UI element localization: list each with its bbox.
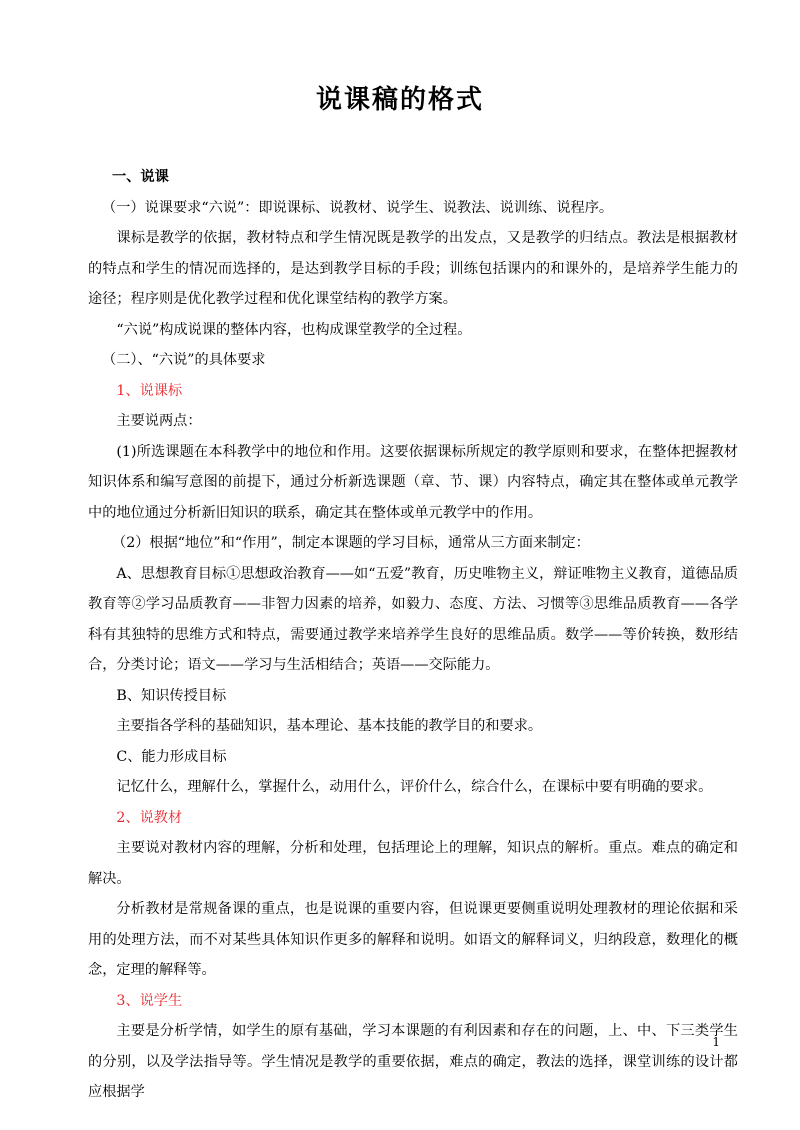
heading-shuo-kebiao: 1、说课标	[116, 382, 183, 399]
subsection-heading-specific: （二）、“六说”的具体要求	[102, 352, 266, 368]
paragraph-goal-b: 主要指各学科的基础知识，基本理论、基本技能的教学目的和要求。	[116, 718, 543, 734]
document-title: 说课稿的格式	[315, 85, 484, 115]
heading-shuo-xuesheng: 3、说学生	[116, 992, 183, 1009]
document-body	[88, 162, 738, 1108]
section-heading-shuoke: 一、说课	[112, 169, 169, 185]
heading-goal-b: B、知识传授目标	[116, 687, 227, 704]
paragraph-goal-c: 记忆什么，理解什么，掌握什么，动用什么，评价什么，综合什么，在课标中要有明确的要求。	[116, 779, 713, 795]
paragraph-six-content: “六说”构成说课的整体内容，也构成课堂教学的全过程。	[116, 321, 472, 338]
heading-shuo-jiaocai: 2、说教材	[116, 809, 183, 826]
paragraph-jiaocai-1: 主要说对教材内容的理解，分析和处理，包括理论上的理解，知识点的解析。重点。难点的确定和解决。	[88, 840, 738, 887]
paragraph-curriculum-basis: 课标是教学的依据，教材特点和学生情况既是教学的出发点，又是教学的归结点。教法是根据教材的特点和学生的情况而选择的，是达到教学目标的手段；训练包括课内的和课外的，是培养学生能力的途径；程序则是优化教学过程和优化课堂结构的教学方案。	[88, 230, 738, 307]
paragraph-jiaocai-2: 分析教材是常规备课的重点，也是说课的重要内容，但说课更要侧重说明处理教材的理论依据和采用的处理方法，而不对某些具体知识作更多的解释和说明。如语文的解释词义，归纳段意，数理化的概念，定理的解释等。	[88, 901, 738, 978]
heading-goal-c: C、能力形成目标	[116, 748, 227, 765]
paragraph-six-requirements: （一）说课要求“六说”：即说课标、说教材、说学生、说教法、说训练、说程序。	[102, 199, 614, 216]
paragraph-goal-a: A、思想教育目标①思想政治教育——如“五爱”教育，历史唯物主义，辩证唯物主义教育，道德品质教育等②学习品质教育——非智力因素的培养，如毅力、态度、方法、习惯等③思维品质教育——各学科有其独特的思维方式和特点，需要通过教学来培养学生良好的思维品质。数学——等价转换，数形结合，分类讨论；语文——学习与生活相结合；英语——交际能力。	[88, 565, 738, 673]
paragraph-two-points: 主要说两点：	[116, 413, 202, 429]
paragraph-point-two: （2）根据“地位”和“作用”，制定本课题的学习目标，通常从三方面来制定：	[112, 535, 590, 551]
page-number: 1	[712, 1035, 720, 1049]
paragraph-point-one: (1)所选课题在本科教学中的地位和作用。这要依据课标所规定的教学原则和要求，在整体把握教材知识体系和编写意图的前提下，通过分析新选课题（章、节、课）内容特点，确定其在整体或单元教学中的地位通过分析新旧知识的联系，确定其在整体或单元教学中的作用。	[88, 443, 738, 521]
paragraph-xuesheng: 主要是分析学情，如学生的原有基础，学习本课题的有利因素和存在的问题，上、中、下三类学生的分别，以及学法指导等。学生情况是教学的重要依据，难点的确定，教法的选择，课堂训练的设计都应根据学	[88, 1023, 738, 1100]
